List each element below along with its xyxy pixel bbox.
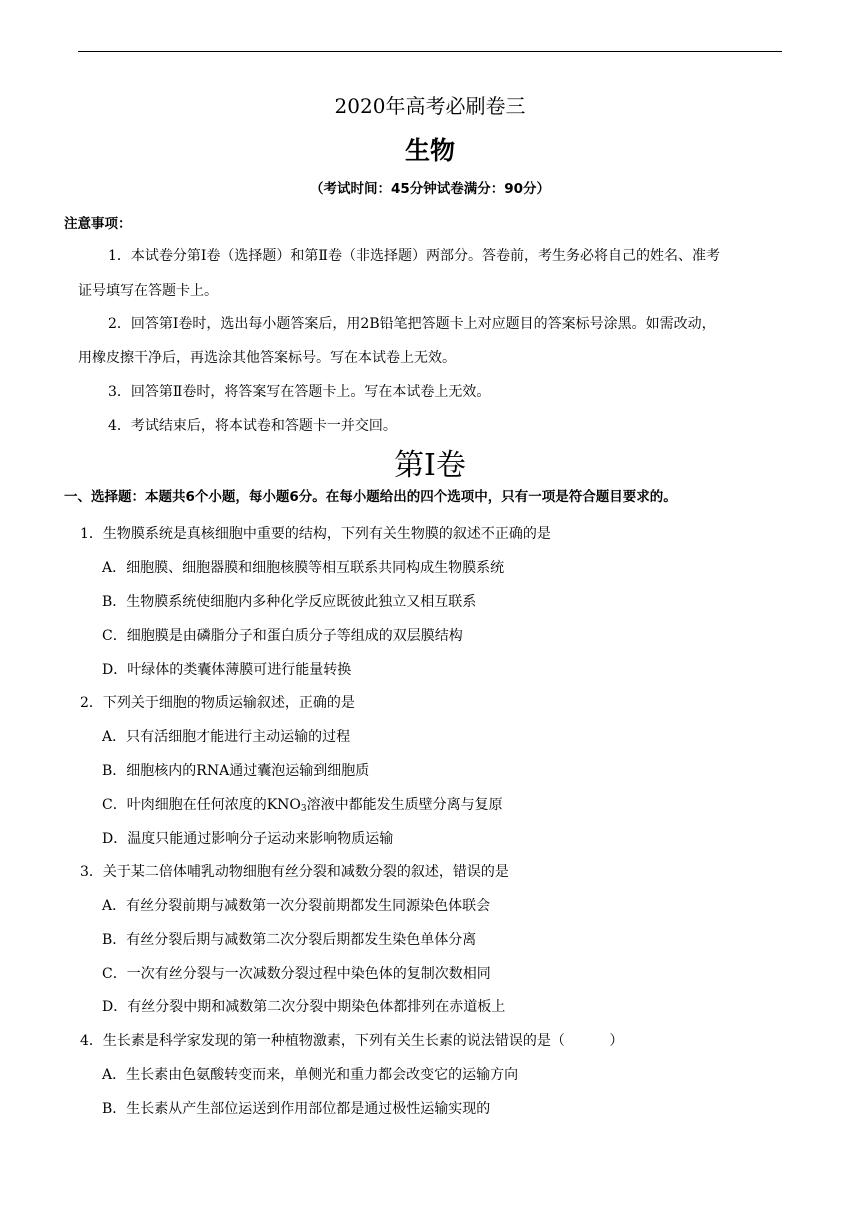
- notice-item-2-line-2: 用橡皮擦干净后，再选涂其他答案标号。写在本试卷上无效。: [78, 350, 456, 366]
- question-4-option-b: B．生长素从产生部位运送到作用部位都是通过极性运输实现的: [102, 1101, 491, 1117]
- question-3-option-d: D．有丝分裂中期和减数第二次分裂中期染色体都排列在赤道板上: [102, 999, 506, 1015]
- question-3-option-a: A．有丝分裂前期与减数第一次分裂前期都发生同源染色体联会: [102, 898, 491, 914]
- exam-info: （考试时间：45分钟试卷满分：90分）: [309, 181, 551, 197]
- question-2-stem: 2．下列关于细胞的物质运输叙述，正确的是: [80, 695, 355, 711]
- notice-item-1-line-1: 1．本试卷分第Ⅰ卷（选择题）和第Ⅱ卷（非选择题）两部分。答卷前，考生务必将自己的姓名、准考: [108, 248, 720, 264]
- question-4-stem: 4．生长素是科学家发现的第一种植物激素，下列有关生长素的说法错误的是（ ）: [80, 1033, 624, 1049]
- question-2-option-c: [102, 795, 503, 819]
- question-2-option-c-text-after: 溶液中都能发生质壁分离与复原: [306, 797, 503, 813]
- question-3-option-b: B．有丝分裂后期与减数第二次分裂后期都发生染色单体分离: [102, 932, 477, 948]
- section-heading: 一、选择题：本题共6个小题，每小题6分。在每小题给出的四个选项中，只有一项是符合题目要求的。: [64, 489, 677, 505]
- question-1-option-c: C．细胞膜是由磷脂分子和蛋白质分子等组成的双层膜结构: [102, 628, 463, 644]
- question-3-option-c: C．一次有丝分裂与一次减数分裂过程中染色体的复制次数相同: [102, 966, 491, 982]
- notice-item-4: 4．考试结束后，将本试卷和答题卡一并交回。: [108, 418, 397, 434]
- notice-item-1-line-2: 证号填写在答题卡上。: [78, 283, 218, 299]
- question-1-stem: 1．生物膜系统是真核细胞中重要的结构，下列有关生物膜的叙述不正确的是: [80, 526, 551, 542]
- header-rule: [78, 51, 782, 52]
- question-1-option-b: B．生物膜系统使细胞内多种化学反应既彼此独立又相互联系: [102, 594, 477, 610]
- question-3-stem: 3．关于某二倍体哺乳动物细胞有丝分裂和减数分裂的叙述，错误的是: [80, 864, 509, 880]
- question-2-option-b: B．细胞核内的RNA通过囊泡运输到细胞质: [102, 763, 370, 779]
- notice-heading: 注意事项：: [64, 216, 132, 232]
- volume-title: 第Ⅰ卷: [394, 448, 466, 483]
- question-2-option-c-subscript: 3: [300, 804, 307, 814]
- question-2-option-d: D．温度只能通过影响分子运动来影响物质运输: [102, 831, 394, 847]
- notice-item-3: 3．回答第Ⅱ卷时，将答案写在答题卡上。写在本试卷上无效。: [108, 384, 491, 400]
- question-1-option-a: A．细胞膜、细胞器膜和细胞核膜等相互联系共同构成生物膜系统: [102, 560, 505, 576]
- exam-title: 2020年高考必刷卷三: [334, 94, 526, 118]
- notice-item-2-line-1: 2．回答第Ⅰ卷时，选出每小题答案后，用2B铅笔把答题卡上对应题目的答案标号涂黑。如需改动，: [108, 316, 716, 332]
- question-2-option-c-text-before: C．叶肉细胞在任何浓度的KNO: [102, 797, 301, 813]
- question-1-option-d: D．叶绿体的类囊体薄膜可进行能量转换: [102, 662, 352, 678]
- question-2-option-a: A．只有活细胞才能进行主动运输的过程: [102, 729, 351, 745]
- subject-title: 生物: [404, 136, 455, 165]
- question-4-option-a: A．生长素由色氨酸转变而来，单侧光和重力都会改变它的运输方向: [102, 1067, 519, 1083]
